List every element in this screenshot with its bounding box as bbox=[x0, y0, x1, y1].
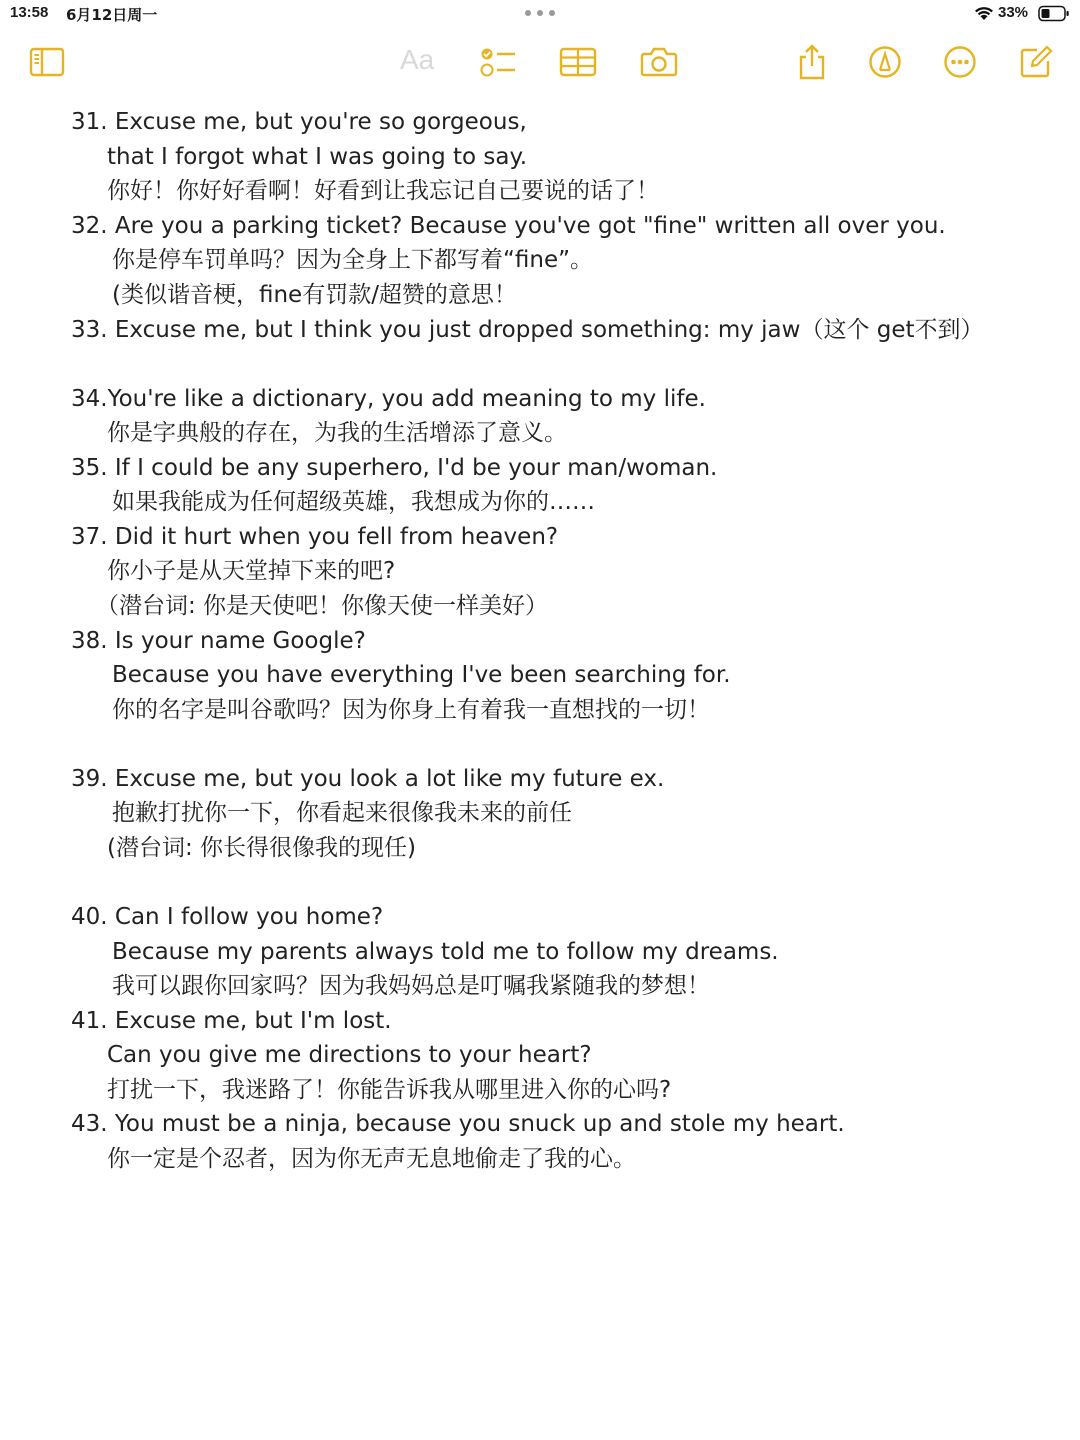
wifi-icon bbox=[974, 5, 994, 21]
share-icon bbox=[797, 44, 827, 80]
note-line: 33. Excuse me, but I think you just dropped something: my jaw（这个 get不到） bbox=[71, 317, 984, 343]
note-line: 31. Excuse me, but you're so gorgeous, bbox=[71, 109, 527, 135]
sidebar-icon bbox=[29, 47, 65, 77]
markup-icon bbox=[868, 45, 902, 79]
camera-icon bbox=[640, 46, 678, 78]
status-time: 13:58 bbox=[10, 4, 49, 21]
more-button[interactable] bbox=[940, 42, 980, 82]
note-line: 39. Excuse me, but you look a lot like my future ex. bbox=[71, 766, 665, 792]
note-line: 32. Are you a parking ticket? Because you've got "fine" written all over you. bbox=[71, 213, 946, 239]
checklist-button[interactable] bbox=[478, 42, 518, 82]
table-button[interactable] bbox=[558, 42, 598, 82]
note-line: 41. Excuse me, but I'm lost. bbox=[71, 1008, 392, 1034]
note-line: 37. Did it hurt when you fell from heaven? bbox=[71, 524, 559, 550]
sidebar-toggle-button[interactable] bbox=[27, 42, 67, 82]
battery-icon bbox=[1038, 5, 1070, 22]
note-line: Because you have everything I've been searching for. bbox=[112, 662, 731, 688]
note-line: 抱歉打扰你一下，你看起来很像我未来的前任 bbox=[112, 800, 572, 826]
note-line: 34.You're like a dictionary, you add meaning to my life. bbox=[71, 386, 706, 412]
note-line: 你小子是从天堂掉下来的吧? bbox=[107, 558, 396, 584]
more-icon bbox=[943, 45, 977, 79]
note-line: 打扰一下，我迷路了！你能告诉我从哪里进入你的心吗? bbox=[107, 1077, 672, 1103]
note-line: Can you give me directions to your heart? bbox=[107, 1042, 592, 1068]
camera-button[interactable] bbox=[639, 42, 679, 82]
checklist-icon bbox=[479, 45, 517, 79]
format-button[interactable]: Aa bbox=[400, 44, 435, 75]
note-line: Because my parents always told me to follow my dreams. bbox=[112, 939, 779, 965]
note-line: that I forgot what I was going to say. bbox=[107, 144, 528, 170]
note-line: (潜台词: 你长得很像我的现任) bbox=[107, 835, 417, 861]
note-line: 40. Can I follow you home? bbox=[71, 904, 384, 930]
note-line: 如果我能成为任何超级英雄，我想成为你的…… bbox=[112, 489, 595, 515]
battery-percentage: 33% bbox=[998, 4, 1029, 21]
note-line: (类似谐音梗，fine有罚款/超赞的意思！ bbox=[112, 282, 517, 308]
note-line: 你好！你好好看啊！好看到让我忘记自己要说的话了！ bbox=[107, 178, 659, 204]
compose-icon bbox=[1019, 45, 1053, 79]
note-line: 你一定是个忍者，因为你无声无息地偷走了我的心。 bbox=[107, 1146, 636, 1172]
compose-button[interactable] bbox=[1016, 42, 1056, 82]
note-line: 43. You must be a ninja, because you snuck up and stole my heart. bbox=[71, 1111, 845, 1137]
share-button[interactable] bbox=[792, 42, 832, 82]
notes-toolbar bbox=[0, 36, 1080, 88]
note-line: （潜台词: 你是天使吧！你像天使一样美好） bbox=[96, 593, 549, 619]
note-line: 35. If I could be any superhero, I'd be your man/woman. bbox=[71, 455, 718, 481]
note-line: 你的名字是叫谷歌吗？因为你身上有着我一直想找的一切！ bbox=[112, 697, 710, 723]
table-icon bbox=[559, 47, 597, 77]
status-date: 6月12日周一 bbox=[66, 6, 158, 24]
status-bar bbox=[0, 0, 1080, 28]
markup-button[interactable] bbox=[865, 42, 905, 82]
note-line: 我可以跟你回家吗？因为我妈妈总是叮嘱我紧随我的梦想！ bbox=[112, 973, 710, 999]
note-line: 你是停车罚单吗？因为全身上下都写着“fine”。 bbox=[112, 247, 594, 273]
note-line: 38. Is your name Google? bbox=[71, 628, 366, 654]
multitasking-dots-icon[interactable] bbox=[525, 8, 555, 18]
note-line: 你是字典般的存在，为我的生活增添了意义。 bbox=[107, 420, 567, 446]
